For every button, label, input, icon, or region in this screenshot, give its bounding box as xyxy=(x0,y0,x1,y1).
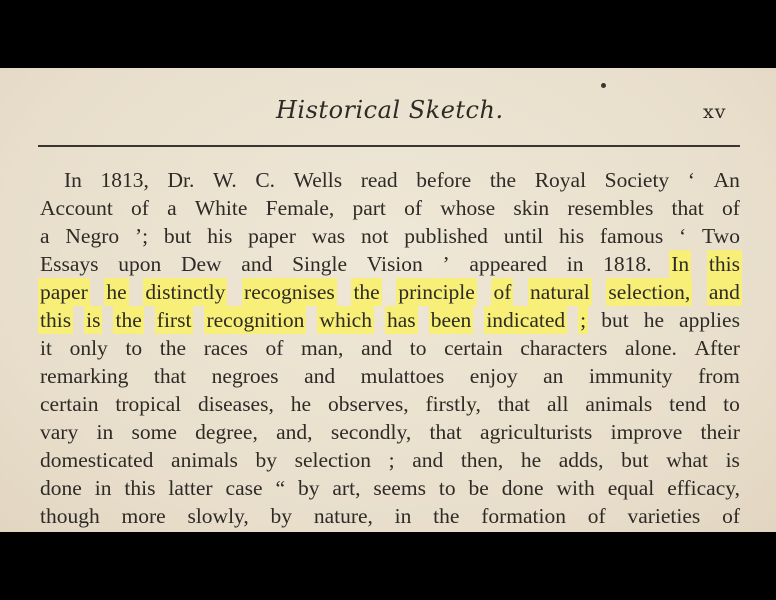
highlighted-word: In xyxy=(671,252,690,276)
word: a xyxy=(167,196,177,220)
word: certain xyxy=(444,336,503,360)
word: equal xyxy=(607,476,655,500)
word: but xyxy=(601,308,629,332)
word: though xyxy=(40,504,100,528)
text-line xyxy=(40,418,740,446)
word: Dew xyxy=(180,252,222,276)
word: efficacy, xyxy=(667,476,740,500)
word: Vision xyxy=(366,252,423,276)
highlighted-word: the xyxy=(353,280,380,304)
word: In xyxy=(64,168,82,192)
word: tropical xyxy=(115,392,182,416)
highlighted-word: has xyxy=(387,308,416,332)
text-line xyxy=(40,306,740,334)
word: whose xyxy=(440,196,496,220)
word: seems xyxy=(373,476,426,500)
highlighted-word: the xyxy=(115,308,142,332)
word: nature, xyxy=(313,504,373,528)
word: ; xyxy=(388,448,395,472)
word: the xyxy=(489,168,517,192)
word: in xyxy=(566,252,584,276)
highlighted-word: this xyxy=(708,252,740,276)
highlighted-word: principle xyxy=(398,280,475,304)
word: then, xyxy=(460,448,504,472)
word: he xyxy=(290,392,312,416)
word: of xyxy=(721,196,740,220)
word: agriculturists xyxy=(480,420,593,444)
ink-speck xyxy=(601,83,606,88)
word: latter xyxy=(168,476,213,500)
word: Female, xyxy=(265,196,335,220)
word: art, xyxy=(332,476,361,500)
word: vary xyxy=(40,420,79,444)
word: more xyxy=(121,504,166,528)
word: White xyxy=(194,196,248,220)
word: and xyxy=(304,364,336,388)
highlighted-word: this xyxy=(40,308,72,332)
text-line xyxy=(40,362,740,390)
running-head xyxy=(0,92,776,132)
word: upon xyxy=(118,252,162,276)
word: case xyxy=(225,476,263,500)
word: and, xyxy=(276,420,313,444)
word: mulattoes xyxy=(360,364,445,388)
word: Negro xyxy=(65,224,120,248)
word: animals xyxy=(171,448,238,472)
word: his xyxy=(558,224,585,248)
word: famous xyxy=(599,224,664,248)
word: improve xyxy=(610,420,683,444)
word: was xyxy=(311,224,346,248)
word: W. xyxy=(213,168,237,192)
word: paper xyxy=(248,224,296,248)
word: an xyxy=(543,364,564,388)
word: he xyxy=(643,308,664,332)
highlighted-word: of xyxy=(493,280,512,304)
word: with xyxy=(556,476,595,500)
word: of xyxy=(404,196,423,220)
text-line xyxy=(40,334,740,362)
word: skin xyxy=(513,196,550,220)
word: of xyxy=(587,504,606,528)
word: animals xyxy=(585,392,653,416)
highlighted-word: selection, xyxy=(608,280,691,304)
word: in xyxy=(394,504,412,528)
text-line xyxy=(40,194,740,222)
highlighted-word: recognition xyxy=(206,308,305,332)
word: from xyxy=(698,364,740,388)
word: domesticated xyxy=(40,448,154,472)
word: After xyxy=(694,336,740,360)
word: to xyxy=(438,476,456,500)
highlighted-word: paper xyxy=(40,280,88,304)
word: but xyxy=(163,224,192,248)
word: ’ xyxy=(442,252,450,276)
word: slowly, xyxy=(187,504,249,528)
word: what xyxy=(666,448,708,472)
word: Dr. xyxy=(167,168,195,192)
word: ‘ xyxy=(687,168,695,192)
highlighted-word: and xyxy=(708,280,740,304)
header-rule xyxy=(38,145,740,147)
word: to xyxy=(723,392,740,416)
word: C. xyxy=(255,168,276,192)
text-line xyxy=(40,474,740,502)
word: man, xyxy=(301,336,344,360)
word: resembles xyxy=(567,196,654,220)
word: and xyxy=(361,336,393,360)
word: 1813, xyxy=(100,168,149,192)
word: a xyxy=(40,224,50,248)
word: the xyxy=(433,504,460,528)
word: not xyxy=(360,224,389,248)
word: firstly, xyxy=(425,392,481,416)
word: but xyxy=(621,448,649,472)
text-line xyxy=(40,390,740,418)
word: by xyxy=(270,504,293,528)
word: that xyxy=(429,420,462,444)
word: Single xyxy=(292,252,348,276)
word: observes, xyxy=(327,392,409,416)
highlighted-word: ; xyxy=(580,308,587,332)
highlighted-word: indicated xyxy=(486,308,566,332)
word: “ xyxy=(275,476,286,500)
word: An xyxy=(713,168,740,192)
word: tend xyxy=(669,392,707,416)
word: in xyxy=(96,420,114,444)
text-line xyxy=(40,502,740,530)
highlighted-word: been xyxy=(430,308,472,332)
word: of xyxy=(265,336,284,360)
highlighted-word: is xyxy=(86,308,101,332)
word: secondly, xyxy=(330,420,412,444)
word: only xyxy=(69,336,108,360)
word: and xyxy=(412,448,444,472)
text-line xyxy=(40,278,740,306)
word: that xyxy=(497,392,531,416)
word: characters xyxy=(520,336,608,360)
word: Account xyxy=(40,196,113,220)
word: this xyxy=(124,476,156,500)
book-page xyxy=(0,68,776,532)
word: is xyxy=(725,448,740,472)
word: Essays xyxy=(40,252,99,276)
word: remarking xyxy=(40,364,129,388)
word: the xyxy=(159,336,187,360)
running-title: Historical Sketch. xyxy=(276,96,504,124)
word: 1818. xyxy=(603,252,652,276)
word: formation xyxy=(481,504,567,528)
text-line xyxy=(40,446,740,474)
word: degree, xyxy=(195,420,258,444)
page-number: xv xyxy=(703,101,727,123)
word: Society xyxy=(604,168,670,192)
highlighted-word: distinctly xyxy=(145,280,226,304)
word: varieties xyxy=(627,504,701,528)
word: selection xyxy=(294,448,372,472)
word: read xyxy=(360,168,398,192)
highlighted-word: first xyxy=(156,308,192,332)
word: negroes xyxy=(211,364,279,388)
word: immunity xyxy=(588,364,673,388)
word: of xyxy=(131,196,149,220)
text-line xyxy=(40,250,740,278)
word: by xyxy=(255,448,277,472)
word: his xyxy=(207,224,233,248)
word: certain xyxy=(40,392,99,416)
word: it xyxy=(40,336,52,360)
word: and xyxy=(241,252,273,276)
word: ‘ xyxy=(679,224,687,248)
word: adds, xyxy=(558,448,604,472)
word: some xyxy=(131,420,177,444)
word: that xyxy=(671,196,704,220)
word: Two xyxy=(702,224,740,248)
highlighted-word: recognises xyxy=(244,280,335,304)
word: done xyxy=(40,476,82,500)
word: diseases, xyxy=(198,392,274,416)
word: to xyxy=(409,336,427,360)
text-line xyxy=(40,166,740,194)
word: all xyxy=(546,392,569,416)
word: to xyxy=(125,336,143,360)
word: Wells xyxy=(293,168,343,192)
word: appeared xyxy=(469,252,547,276)
word: until xyxy=(503,224,544,248)
body-text xyxy=(40,166,740,530)
word: applies xyxy=(679,308,740,332)
word: he xyxy=(520,448,542,472)
word: part xyxy=(352,196,386,220)
word: Royal xyxy=(534,168,587,192)
word: their xyxy=(700,420,740,444)
word: be xyxy=(468,476,489,500)
word: of xyxy=(722,504,740,528)
word: alone. xyxy=(624,336,677,360)
word: before xyxy=(416,168,472,192)
text-line xyxy=(40,222,740,250)
highlighted-word: which xyxy=(319,308,372,332)
word: ’; xyxy=(134,224,149,248)
word: that xyxy=(153,364,187,388)
word: published xyxy=(404,224,488,248)
word: in xyxy=(94,476,112,500)
word: races xyxy=(203,336,248,360)
highlighted-word: natural xyxy=(530,280,590,304)
highlighted-word: he xyxy=(106,280,127,304)
word: enjoy xyxy=(469,364,518,388)
word: done xyxy=(501,476,544,500)
word: by xyxy=(297,476,320,500)
